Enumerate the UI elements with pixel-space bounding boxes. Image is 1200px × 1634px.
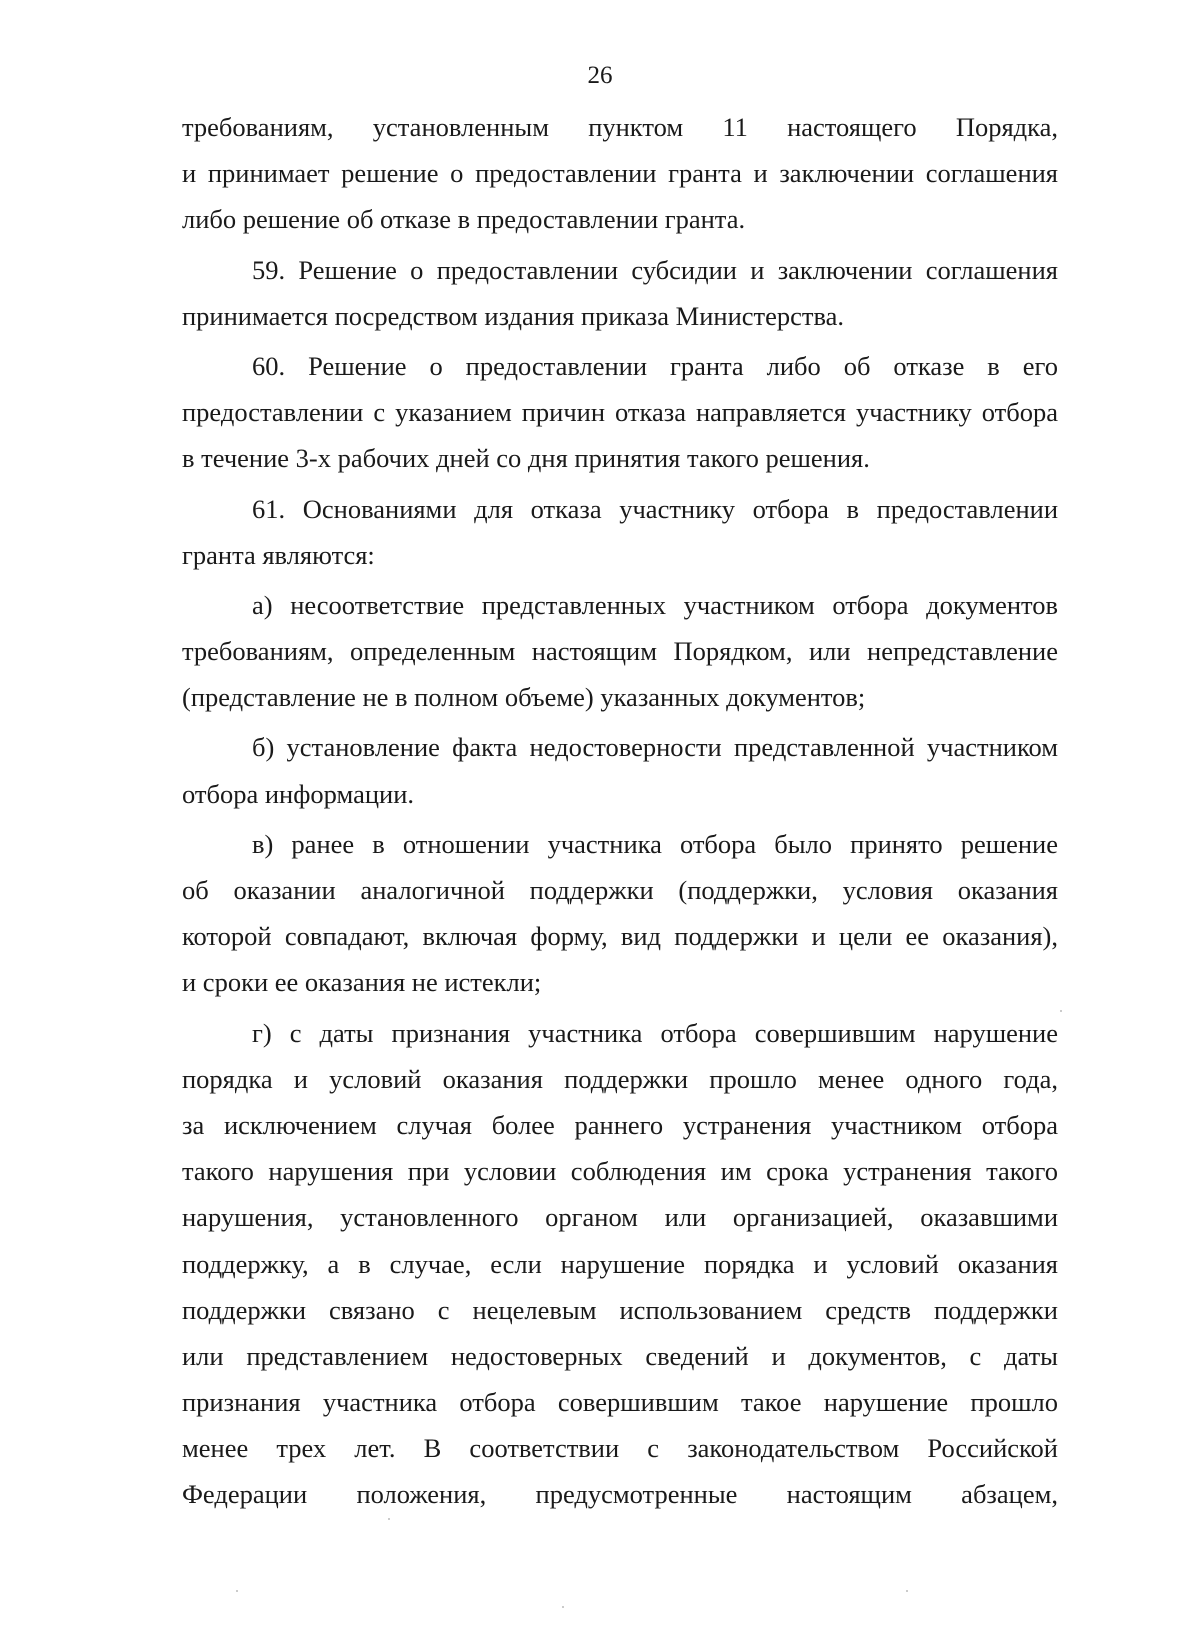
- text-line: принимается посредством издания приказа Министерства.: [182, 300, 845, 331]
- text-line: менее трех лет. В соответствии с законодательством Российской: [182, 1433, 1058, 1464]
- text-line: 61. Основаниями для отказа участнику отбора в предоставлении: [252, 493, 1058, 524]
- text-line: такого нарушения при условии соблюдения им срока устранения такого: [182, 1156, 1058, 1187]
- paragraph-61-v: [182, 821, 1058, 1006]
- text-line: требованиям, определенным настоящим Порядком, или непредставление: [182, 636, 1058, 667]
- text-line: 60. Решение о предоставлении гранта либо об отказе в его: [252, 350, 1058, 381]
- text-line: требованиям, установленным пунктом 11 настоящего Порядка,: [182, 112, 1058, 142]
- text-line: гранта являются:: [182, 539, 375, 570]
- paragraph-61-a: [182, 582, 1058, 721]
- text-line: (представление не в полном объеме) указанных документов;: [182, 682, 866, 713]
- text-line: и сроки ее оказания не истекли;: [182, 967, 542, 998]
- document-body: [182, 104, 1058, 1522]
- text-line: б) установление факта недостоверности представленной участником: [252, 732, 1058, 763]
- page-number: 26: [587, 62, 613, 89]
- scan-speck: [906, 1590, 908, 1592]
- paragraph-61-b: [182, 724, 1058, 816]
- paragraph-59: [182, 247, 1058, 339]
- text-line: в) ранее в отношении участника отбора было принято решение: [252, 828, 1058, 859]
- text-line: нарушения, установленного органом или организацией, оказавшими: [182, 1202, 1058, 1233]
- text-line: Федерации положения, предусмотренные настоящим абзацем,: [182, 1479, 1058, 1510]
- scan-speck: [236, 1590, 238, 1592]
- text-line: г) с даты признания участника отбора совершившим нарушение: [252, 1017, 1058, 1048]
- text-line: в течение 3-х рабочих дней со дня принятия такого решения.: [182, 443, 870, 474]
- text-line: или представлением недостоверных сведений и документов, с даты: [182, 1340, 1058, 1371]
- text-line: об оказании аналогичной поддержки (поддержки, условия оказания: [182, 875, 1058, 905]
- text-line: поддержки связано с нецелевым использованием средств поддержки: [182, 1294, 1058, 1325]
- text-line: признания участника отбора совершившим такое нарушение прошло: [182, 1387, 1058, 1418]
- scan-speck: [388, 1518, 390, 1520]
- text-line: поддержку, а в случае, если нарушение порядка и условий оказания: [182, 1248, 1058, 1279]
- paragraph-61: [182, 486, 1058, 578]
- scan-speck: [1060, 1010, 1062, 1012]
- text-line: 59. Решение о предоставлении субсидии и заключении соглашения: [252, 254, 1058, 285]
- paragraph-60: [182, 343, 1058, 482]
- text-line: отбора информации.: [182, 778, 415, 809]
- paragraph-61-g: [182, 1010, 1058, 1518]
- text-line: предоставлении с указанием причин отказа направляется участнику отбора: [182, 397, 1058, 428]
- scan-speck: [562, 1606, 564, 1608]
- text-line: а) несоответствие представленных участником отбора документов: [252, 589, 1058, 620]
- text-line: за исключением случая более раннего устранения участником отбора: [182, 1109, 1058, 1140]
- paragraph-58-continuation: [182, 104, 1058, 243]
- text-line: либо решение об отказе в предоставлении гранта.: [182, 204, 746, 235]
- text-line: порядка и условий оказания поддержки прошло менее одного года,: [182, 1063, 1058, 1094]
- text-line: и принимает решение о предоставлении гранта и заключении соглашения: [182, 158, 1058, 189]
- text-line: которой совпадают, включая форму, вид поддержки и цели ее оказания),: [182, 921, 1058, 952]
